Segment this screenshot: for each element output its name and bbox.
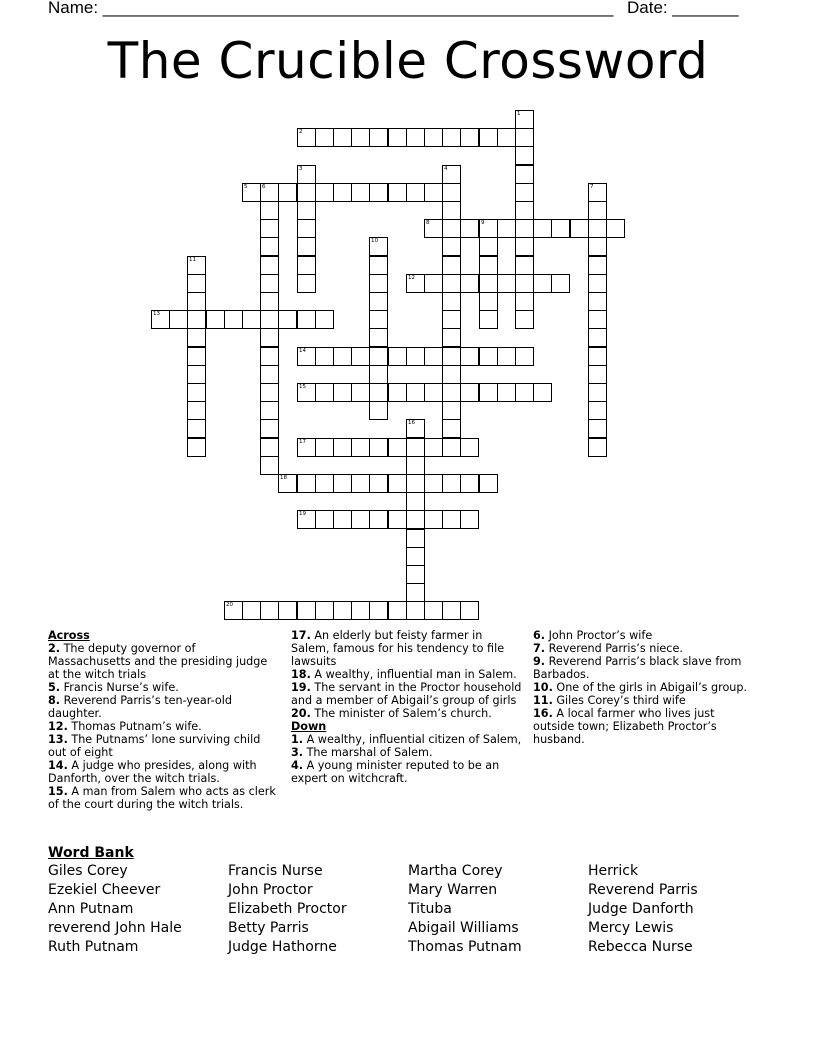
- grid-cell[interactable]: [460, 347, 479, 366]
- grid-cell[interactable]: [151, 310, 170, 329]
- word-bank-item: Elizabeth Proctor: [228, 901, 347, 917]
- word-bank-item: Rebecca Nurse: [588, 939, 693, 955]
- grid-cell[interactable]: [442, 419, 461, 438]
- grid-cell[interactable]: [260, 201, 279, 220]
- word-bank-item: Francis Nurse: [228, 863, 323, 879]
- grid-cell[interactable]: [442, 310, 461, 329]
- grid-cell[interactable]: [479, 347, 498, 366]
- grid-cell[interactable]: [169, 310, 188, 329]
- grid-cell[interactable]: [260, 438, 279, 457]
- grid-cell[interactable]: [297, 201, 316, 220]
- grid-cell[interactable]: [388, 601, 407, 620]
- grid-cell[interactable]: [588, 274, 607, 293]
- grid-cell[interactable]: [533, 219, 552, 238]
- clue-number: 19: [299, 511, 306, 517]
- across-clue: 17. An elderly but feisty farmer in Salem, famous for his tendency to file lawsuits: [291, 629, 505, 668]
- grid-cell[interactable]: [297, 256, 316, 275]
- grid-cell[interactable]: [315, 510, 334, 529]
- grid-cell[interactable]: [297, 474, 316, 493]
- clues-column-3: [533, 629, 758, 746]
- grid-cell[interactable]: [588, 419, 607, 438]
- grid-cell[interactable]: [297, 183, 316, 202]
- grid-cell[interactable]: [369, 183, 388, 202]
- grid-cell[interactable]: [260, 601, 279, 620]
- grid-cell[interactable]: [533, 383, 552, 402]
- grid-cell[interactable]: [260, 237, 279, 256]
- grid-cell[interactable]: [388, 383, 407, 402]
- grid-cell[interactable]: [442, 128, 461, 147]
- grid-cell[interactable]: [460, 474, 479, 493]
- grid-cell[interactable]: [260, 347, 279, 366]
- across-clue: 13. The Putnams’ lone surviving child out of eight: [48, 733, 261, 759]
- clue-number: 17: [299, 439, 306, 445]
- clue-number: 2: [299, 129, 303, 135]
- clue-number: 7: [590, 184, 594, 190]
- clue-number: 11: [189, 257, 196, 263]
- across-clue: 5. Francis Nurse’s wife.: [48, 681, 179, 694]
- grid-cell[interactable]: [187, 401, 206, 420]
- across-clue: 12. Thomas Putnam’s wife.: [48, 720, 202, 733]
- grid-cell[interactable]: [588, 347, 607, 366]
- down-clue: 16. A local farmer who lives just outside town; Elizabeth Proctor’s husband.: [533, 707, 717, 746]
- grid-cell[interactable]: [460, 601, 479, 620]
- clue-number: 18: [280, 475, 287, 481]
- word-bank-item: Judge Danforth: [588, 901, 694, 917]
- grid-cell[interactable]: [388, 474, 407, 493]
- grid-cell[interactable]: [460, 128, 479, 147]
- grid-cell[interactable]: [187, 292, 206, 311]
- grid-cell[interactable]: [497, 274, 516, 293]
- grid-cell[interactable]: [424, 510, 443, 529]
- grid-cell[interactable]: [242, 601, 261, 620]
- word-bank-item: reverend John Hale: [48, 920, 182, 936]
- grid-cell[interactable]: [442, 438, 461, 457]
- grid-cell[interactable]: [442, 256, 461, 275]
- grid-cell[interactable]: [351, 438, 370, 457]
- grid-cell[interactable]: [388, 510, 407, 529]
- grid-cell[interactable]: [424, 601, 443, 620]
- down-clue: 6. John Proctor’s wife: [533, 629, 653, 642]
- word-bank-item: Mary Warren: [408, 882, 498, 898]
- grid-cell[interactable]: [406, 274, 425, 293]
- grid-cell[interactable]: [297, 601, 316, 620]
- grid-cell[interactable]: [515, 219, 534, 238]
- grid-cell[interactable]: [588, 438, 607, 457]
- grid-cell[interactable]: [333, 183, 352, 202]
- grid-cell[interactable]: [588, 383, 607, 402]
- grid-cell[interactable]: [515, 256, 534, 275]
- grid-cell[interactable]: [187, 256, 206, 275]
- word-bank-item: Ann Putnam: [48, 901, 134, 917]
- grid-cell[interactable]: [442, 474, 461, 493]
- grid-cell[interactable]: [442, 219, 461, 238]
- across-clue: 19. The servant in the Proctor household and a member of Abigail’s group of girls: [291, 681, 522, 707]
- grid-cell[interactable]: [442, 292, 461, 311]
- grid-cell[interactable]: [187, 310, 206, 329]
- clue-number: 15: [299, 384, 306, 390]
- grid-cell[interactable]: [369, 292, 388, 311]
- grid-cell[interactable]: [515, 274, 534, 293]
- grid-cell[interactable]: [315, 438, 334, 457]
- grid-cell[interactable]: [479, 219, 498, 238]
- grid-cell[interactable]: [187, 365, 206, 384]
- grid-cell[interactable]: [297, 510, 316, 529]
- grid-cell[interactable]: [588, 219, 607, 238]
- grid-cell[interactable]: [442, 365, 461, 384]
- grid-cell[interactable]: [369, 310, 388, 329]
- clue-number: 14: [299, 348, 306, 354]
- grid-cell[interactable]: [406, 383, 425, 402]
- grid-cell[interactable]: [424, 474, 443, 493]
- grid-cell[interactable]: [260, 183, 279, 202]
- grid-cell[interactable]: [442, 237, 461, 256]
- grid-cell[interactable]: [406, 474, 425, 493]
- grid-cell[interactable]: [333, 128, 352, 147]
- grid-cell[interactable]: [369, 601, 388, 620]
- grid-cell[interactable]: [242, 183, 261, 202]
- grid-cell[interactable]: [551, 219, 570, 238]
- grid-cell[interactable]: [278, 474, 297, 493]
- down-heading: Down: [291, 720, 327, 733]
- across-clue: 18. A wealthy, influential man in Salem.: [291, 668, 517, 681]
- grid-cell[interactable]: [588, 328, 607, 347]
- grid-cell[interactable]: [442, 347, 461, 366]
- grid-cell[interactable]: [187, 328, 206, 347]
- grid-cell[interactable]: [442, 601, 461, 620]
- grid-cell[interactable]: [297, 310, 316, 329]
- word-bank-item: Ruth Putnam: [48, 939, 139, 955]
- grid-cell[interactable]: [424, 438, 443, 457]
- grid-cell[interactable]: [497, 347, 516, 366]
- grid-cell[interactable]: [479, 474, 498, 493]
- word-bank-item: Ezekiel Cheever: [48, 882, 161, 898]
- across-clue: 14. A judge who presides, along with Danforth, over the witch trials.: [48, 759, 257, 785]
- grid-cell[interactable]: [388, 438, 407, 457]
- grid-cell[interactable]: [442, 510, 461, 529]
- grid-cell[interactable]: [606, 219, 625, 238]
- grid-cell[interactable]: [297, 128, 316, 147]
- word-bank-item: Betty Parris: [228, 920, 309, 936]
- grid-cell[interactable]: [479, 383, 498, 402]
- grid-cell[interactable]: [588, 183, 607, 202]
- grid-cell[interactable]: [406, 510, 425, 529]
- grid-cell[interactable]: [369, 510, 388, 529]
- grid-cell[interactable]: [497, 383, 516, 402]
- grid-cell[interactable]: [260, 328, 279, 347]
- across-heading: Across: [48, 629, 90, 642]
- grid-cell[interactable]: [187, 438, 206, 457]
- grid-cell[interactable]: [351, 383, 370, 402]
- down-clue: 11. Giles Corey’s third wife: [533, 694, 686, 707]
- grid-cell[interactable]: [424, 183, 443, 202]
- clue-number: 12: [408, 275, 415, 281]
- grid-cell[interactable]: [315, 183, 334, 202]
- grid-cell[interactable]: [406, 438, 425, 457]
- grid-cell[interactable]: [369, 274, 388, 293]
- grid-cell[interactable]: [297, 219, 316, 238]
- grid-cell[interactable]: [588, 401, 607, 420]
- grid-cell[interactable]: [351, 601, 370, 620]
- page-title: The Crucible Crossword: [107, 32, 709, 90]
- grid-cell[interactable]: [206, 310, 225, 329]
- grid-cell[interactable]: [424, 128, 443, 147]
- grid-cell[interactable]: [351, 183, 370, 202]
- grid-cell[interactable]: [315, 310, 334, 329]
- grid-cell[interactable]: [351, 474, 370, 493]
- grid-cell[interactable]: [479, 237, 498, 256]
- grid-cell[interactable]: [406, 183, 425, 202]
- grid-cell[interactable]: [406, 128, 425, 147]
- grid-cell[interactable]: [479, 292, 498, 311]
- grid-cell[interactable]: [406, 601, 425, 620]
- clue-number: 1: [517, 111, 521, 117]
- word-bank-item: Giles Corey: [48, 863, 128, 879]
- clue-number: 10: [371, 238, 378, 244]
- grid-cell[interactable]: [588, 310, 607, 329]
- grid-cell[interactable]: [351, 128, 370, 147]
- down-clue: 10. One of the girls in Abigail’s group.: [533, 681, 748, 694]
- grid-cell[interactable]: [515, 110, 534, 129]
- grid-cell[interactable]: [497, 128, 516, 147]
- grid-cell[interactable]: [406, 347, 425, 366]
- grid-cell[interactable]: [297, 237, 316, 256]
- grid-cell[interactable]: [406, 547, 425, 566]
- grid-cell[interactable]: [333, 438, 352, 457]
- grid-cell[interactable]: [187, 274, 206, 293]
- grid-cell[interactable]: [406, 529, 425, 548]
- word-bank-item: Herrick: [588, 863, 639, 879]
- grid-cell[interactable]: [369, 365, 388, 384]
- grid-cell[interactable]: [260, 401, 279, 420]
- down-clue: 9. Reverend Parris’s black slave from Barbados.: [533, 655, 742, 681]
- across-clue: 8. Reverend Parris’s ten-year-old daughter.: [48, 694, 232, 720]
- grid-cell[interactable]: [260, 219, 279, 238]
- grid-cell[interactable]: [351, 510, 370, 529]
- grid-cell[interactable]: [224, 601, 243, 620]
- grid-cell[interactable]: [369, 256, 388, 275]
- grid-cell[interactable]: [315, 347, 334, 366]
- clue-number: 3: [299, 166, 303, 172]
- grid-cell[interactable]: [442, 165, 461, 184]
- word-bank-item: Martha Corey: [408, 863, 503, 879]
- grid-cell[interactable]: [515, 347, 534, 366]
- grid-cell[interactable]: [388, 128, 407, 147]
- grid-cell[interactable]: [187, 419, 206, 438]
- grid-cell[interactable]: [369, 401, 388, 420]
- grid-cell[interactable]: [460, 219, 479, 238]
- grid-cell[interactable]: [533, 274, 552, 293]
- grid-cell[interactable]: [588, 237, 607, 256]
- grid-cell[interactable]: [369, 383, 388, 402]
- grid-cell[interactable]: [515, 183, 534, 202]
- clue-number: 13: [153, 311, 160, 317]
- grid-cell[interactable]: [315, 128, 334, 147]
- word-bank-item: Abigail Williams: [408, 920, 519, 936]
- grid-cell[interactable]: [442, 401, 461, 420]
- grid-cell[interactable]: [369, 438, 388, 457]
- grid-cell[interactable]: [460, 510, 479, 529]
- down-clue: 4. A young minister reputed to be an expert on witchcraft.: [291, 759, 500, 785]
- grid-cell[interactable]: [424, 219, 443, 238]
- grid-cell[interactable]: [369, 128, 388, 147]
- grid-cell[interactable]: [442, 328, 461, 347]
- grid-cell[interactable]: [460, 383, 479, 402]
- grid-cell[interactable]: [333, 601, 352, 620]
- clue-number: 16: [408, 420, 415, 426]
- clue-number: 5: [244, 184, 248, 190]
- grid-cell[interactable]: [260, 419, 279, 438]
- grid-cell[interactable]: [260, 292, 279, 311]
- grid-cell[interactable]: [187, 383, 206, 402]
- name-field[interactable]: Name: ______________________________________________________: [48, 0, 614, 17]
- grid-cell[interactable]: [333, 347, 352, 366]
- clues-column-1: [48, 629, 280, 811]
- clue-number: 20: [226, 602, 233, 608]
- word-bank-item: Mercy Lewis: [588, 920, 674, 936]
- grid-cell[interactable]: [515, 383, 534, 402]
- clue-number: 8: [426, 220, 430, 226]
- word-bank-heading: Word Bank: [48, 845, 134, 861]
- grid-cell[interactable]: [333, 510, 352, 529]
- down-clue: 7. Reverend Parris’s niece.: [533, 642, 683, 655]
- word-bank-item: Thomas Putnam: [408, 939, 522, 955]
- grid-cell[interactable]: [297, 274, 316, 293]
- clue-number: 9: [481, 220, 485, 226]
- grid-cell[interactable]: [369, 347, 388, 366]
- grid-cell[interactable]: [515, 201, 534, 220]
- date-field[interactable]: Date: _______: [627, 0, 739, 17]
- grid-cell[interactable]: [424, 274, 443, 293]
- grid-cell[interactable]: [369, 474, 388, 493]
- across-clue: 2. The deputy governor of Massachusetts and the presiding judge at the witch trials: [48, 642, 268, 681]
- grid-cell[interactable]: [351, 347, 370, 366]
- grid-cell[interactable]: [278, 310, 297, 329]
- grid-cell[interactable]: [406, 456, 425, 475]
- grid-cell[interactable]: [260, 274, 279, 293]
- grid-cell[interactable]: [424, 347, 443, 366]
- grid-cell[interactable]: [260, 310, 279, 329]
- grid-cell[interactable]: [515, 237, 534, 256]
- grid-cell[interactable]: [479, 274, 498, 293]
- grid-cell[interactable]: [479, 128, 498, 147]
- grid-cell[interactable]: [479, 310, 498, 329]
- grid-cell[interactable]: [333, 474, 352, 493]
- clues-column-2: [291, 629, 523, 785]
- grid-cell[interactable]: [442, 274, 461, 293]
- grid-cell[interactable]: [297, 347, 316, 366]
- grid-cell[interactable]: [260, 256, 279, 275]
- clue-number: 6: [262, 184, 266, 190]
- grid-cell[interactable]: [588, 201, 607, 220]
- grid-cell[interactable]: [242, 310, 261, 329]
- grid-cell[interactable]: [460, 274, 479, 293]
- grid-cell[interactable]: [260, 456, 279, 475]
- grid-cell[interactable]: [278, 183, 297, 202]
- grid-cell[interactable]: [388, 183, 407, 202]
- grid-cell[interactable]: [388, 347, 407, 366]
- across-clue: 15. A man from Salem who acts as clerk of the court during the witch trials.: [48, 785, 276, 811]
- grid-cell[interactable]: [497, 219, 516, 238]
- grid-cell[interactable]: [515, 146, 534, 165]
- grid-cell[interactable]: [406, 583, 425, 602]
- grid-cell[interactable]: [588, 256, 607, 275]
- grid-cell[interactable]: [551, 274, 570, 293]
- grid-cell[interactable]: [297, 165, 316, 184]
- grid-cell[interactable]: [479, 256, 498, 275]
- grid-cell[interactable]: [515, 310, 534, 329]
- grid-cell[interactable]: [297, 383, 316, 402]
- word-bank-item: Tituba: [408, 901, 452, 917]
- grid-cell[interactable]: [315, 474, 334, 493]
- grid-cell[interactable]: [442, 183, 461, 202]
- grid-cell[interactable]: [260, 365, 279, 384]
- grid-cell[interactable]: [278, 601, 297, 620]
- grid-cell[interactable]: [588, 365, 607, 384]
- word-bank-item: Reverend Parris: [588, 882, 698, 898]
- grid-cell[interactable]: [460, 438, 479, 457]
- word-bank-item: Judge Hathorne: [228, 939, 337, 955]
- clue-number: 4: [444, 166, 448, 172]
- grid-cell[interactable]: [315, 383, 334, 402]
- word-bank-item: John Proctor: [228, 882, 313, 898]
- grid-cell[interactable]: [224, 310, 243, 329]
- grid-cell[interactable]: [442, 201, 461, 220]
- grid-cell[interactable]: [588, 292, 607, 311]
- down-clue: 1. A wealthy, influential citizen of Salem,: [291, 733, 522, 746]
- grid-cell[interactable]: [369, 328, 388, 347]
- across-clue: 20. The minister of Salem’s church.: [291, 707, 492, 720]
- grid-cell[interactable]: [406, 565, 425, 584]
- grid-cell[interactable]: [187, 347, 206, 366]
- grid-cell[interactable]: [442, 383, 461, 402]
- grid-cell[interactable]: [315, 601, 334, 620]
- down-clue: 3. The marshal of Salem.: [291, 746, 433, 759]
- grid-cell[interactable]: [297, 438, 316, 457]
- grid-cell[interactable]: [369, 237, 388, 256]
- grid-cell[interactable]: [515, 292, 534, 311]
- grid-cell[interactable]: [515, 128, 534, 147]
- grid-cell[interactable]: [406, 419, 425, 438]
- grid-cell[interactable]: [406, 492, 425, 511]
- grid-cell[interactable]: [570, 219, 589, 238]
- grid-cell[interactable]: [515, 165, 534, 184]
- grid-cell[interactable]: [333, 383, 352, 402]
- grid-cell[interactable]: [260, 383, 279, 402]
- grid-cell[interactable]: [424, 383, 443, 402]
